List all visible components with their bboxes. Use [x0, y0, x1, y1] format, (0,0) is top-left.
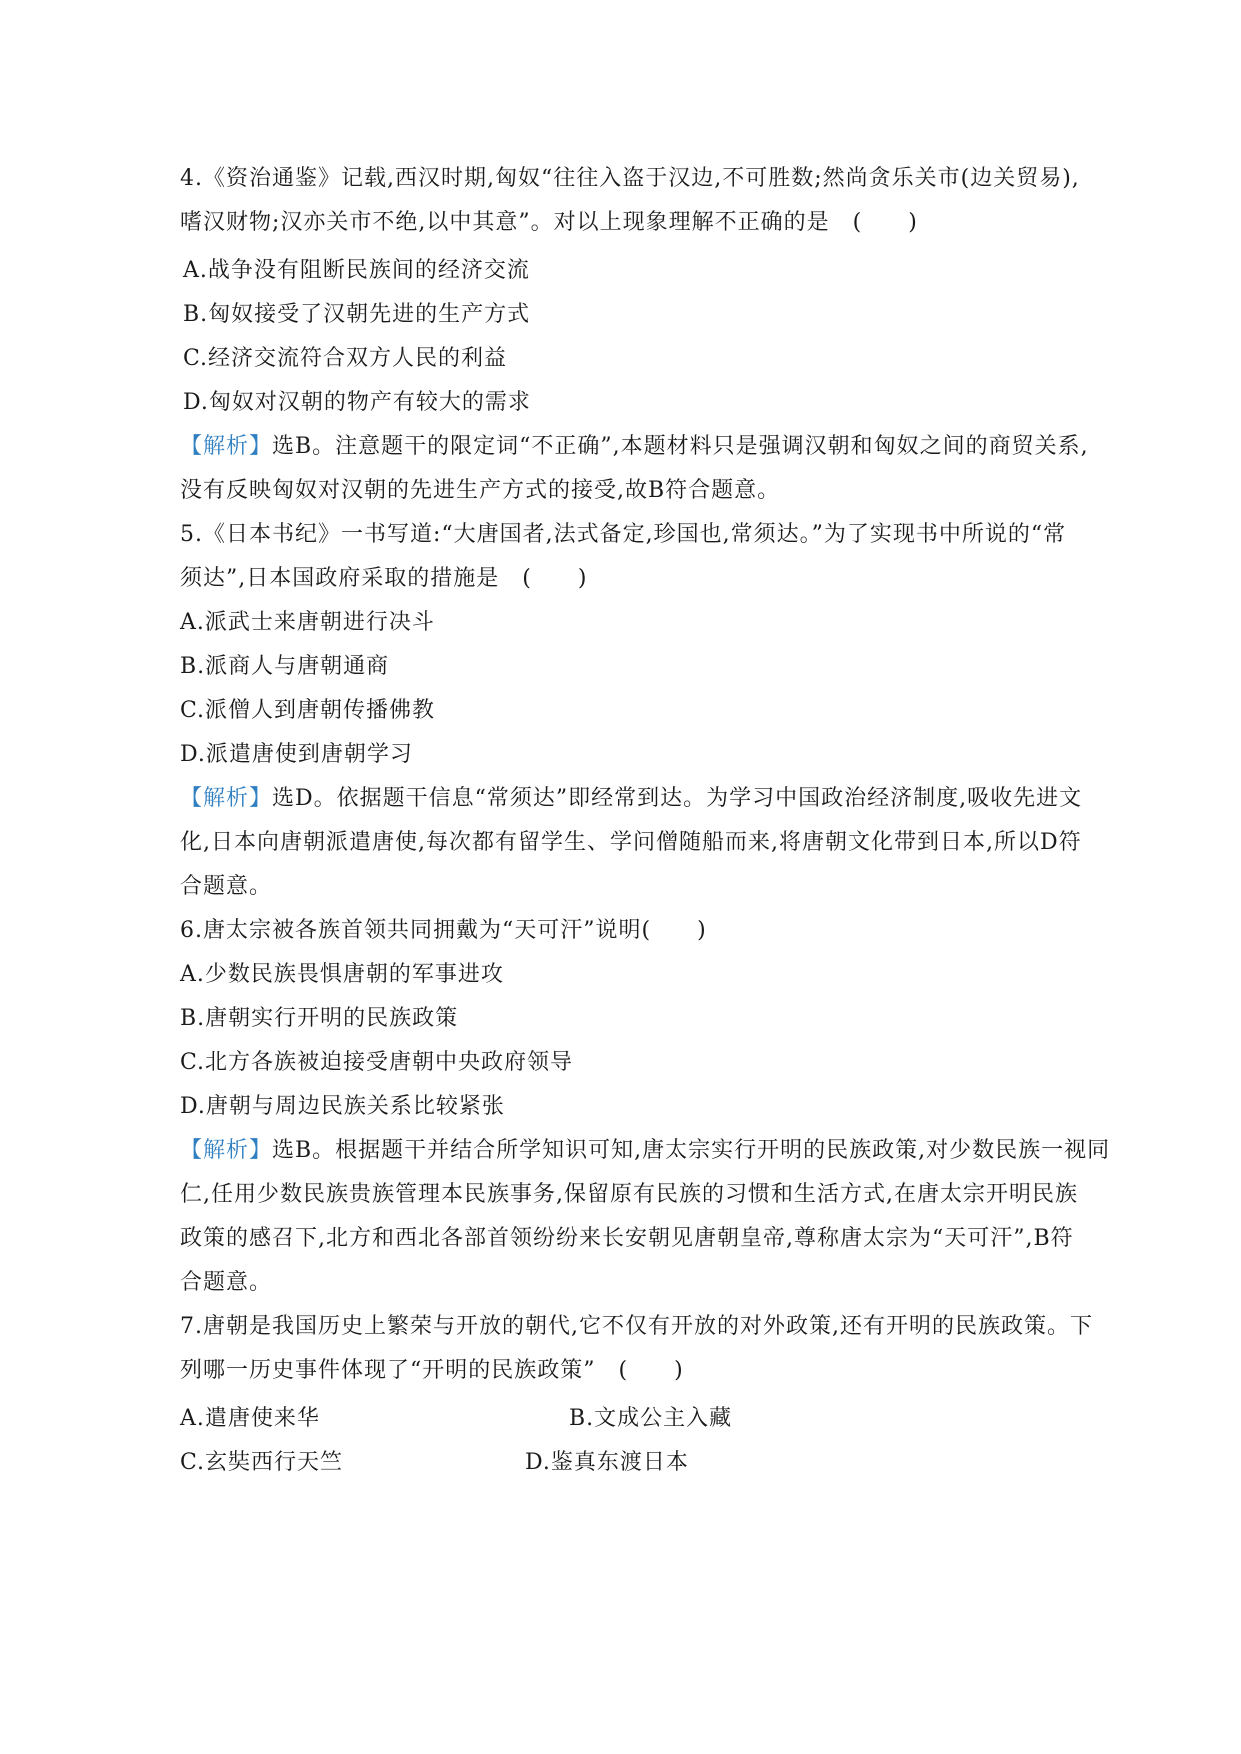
q7-option-a: A.遣唐使来华 — [180, 1406, 320, 1431]
q5-analysis-line1 — [180, 784, 1082, 814]
q5-stem-line2: 须达”,日本国政府采取的措施是 ( ) — [180, 566, 588, 591]
q7-stem-line1: 7.唐朝是我国历史上繁荣与开放的朝代,它不仅有开放的对外政策,还有开明的民族政策。下 — [180, 1314, 1093, 1339]
q4-analysis-line2: 没有反映匈奴对汉朝的先进生产方式的接受,故B符合题意。 — [180, 478, 781, 503]
q5-option-c: C.派僧人到唐朝传播佛教 — [180, 698, 436, 723]
q6-option-b: B.唐朝实行开明的民族政策 — [180, 1006, 459, 1031]
q4-option-b: B.匈奴接受了汉朝先进的生产方式 — [183, 302, 531, 327]
analysis-tag: 【解析】 — [180, 1138, 273, 1163]
q6-option-a: A.少数民族畏惧唐朝的军事进攻 — [180, 962, 504, 987]
q4-option-c: C.经济交流符合双方人民的利益 — [183, 346, 508, 371]
q5-option-d: D.派遣唐使到唐朝学习 — [180, 742, 413, 767]
q6-option-d: D.唐朝与周边民族关系比较紧张 — [180, 1094, 505, 1119]
q5-option-b: B.派商人与唐朝通商 — [180, 654, 390, 679]
analysis-tag: 【解析】 — [180, 786, 273, 811]
q7-stem-line2: 列哪一历史事件体现了“开明的民族政策” ( ) — [180, 1358, 684, 1383]
q5-analysis-text: 选D。依据题干信息“常须达”即经常到达。为学习中国政治经济制度,吸收先进文 — [272, 786, 1083, 811]
q7-option-b: B.文成公主入藏 — [569, 1406, 733, 1431]
q5-stem-line1: 5.《日本书纪》一书写道:“大唐国者,法式备定,珍国也,常须达。”为了实现书中所说的“常 — [180, 522, 1067, 547]
q6-analysis-line2: 仁,任用少数民族贵族管理本民族事务,保留原有民族的习惯和生活方式,在唐太宗开明民族 — [180, 1182, 1078, 1207]
q6-analysis-line3: 政策的感召下,北方和西北各部首领纷纷来长安朝见唐朝皇帝,尊称唐太宗为“天可汗”,B符 — [180, 1226, 1074, 1251]
q7-option-d: D.鉴真东渡日本 — [525, 1450, 689, 1475]
analysis-tag: 【解析】 — [180, 434, 273, 459]
q5-analysis-line3: 合题意。 — [180, 874, 273, 899]
q6-option-c: C.北方各族被迫接受唐朝中央政府领导 — [180, 1050, 574, 1075]
q4-stem-line1: 4.《资治通鉴》记载,西汉时期,匈奴“往往入盗于汉边,不可胜数;然尚贪乐关市(边关贸易), — [180, 166, 1080, 191]
q4-analysis-text: 选B。注意题干的限定词“不正确”,本题材料只是强调汉朝和匈奴之间的商贸关系, — [272, 434, 1089, 459]
q6-stem-line1: 6.唐太宗被各族首领共同拥戴为“天可汗”说明( ) — [180, 918, 707, 943]
q4-option-a: A.战争没有阻断民族间的经济交流 — [183, 258, 530, 283]
q5-option-a: A.派武士来唐朝进行决斗 — [180, 610, 435, 635]
q6-analysis-text: 选B。根据题干并结合所学知识可知,唐太宗实行开明的民族政策,对少数民族一视同 — [272, 1138, 1111, 1163]
q5-analysis-line2: 化,日本向唐朝派遣唐使,每次都有留学生、学问僧随船而来,将唐朝文化带到日本,所以D符 — [180, 830, 1082, 855]
q4-analysis-line1 — [180, 432, 1089, 462]
q6-analysis-line4: 合题意。 — [180, 1270, 273, 1295]
q6-analysis-line1 — [180, 1136, 1110, 1166]
q4-stem-line2: 嗜汉财物;汉亦关市不绝,以中其意”。对以上现象理解不正确的是 ( ) — [180, 210, 918, 235]
q4-option-d: D.匈奴对汉朝的物产有较大的需求 — [183, 390, 531, 415]
q7-option-c: C.玄奘西行天竺 — [180, 1450, 344, 1475]
